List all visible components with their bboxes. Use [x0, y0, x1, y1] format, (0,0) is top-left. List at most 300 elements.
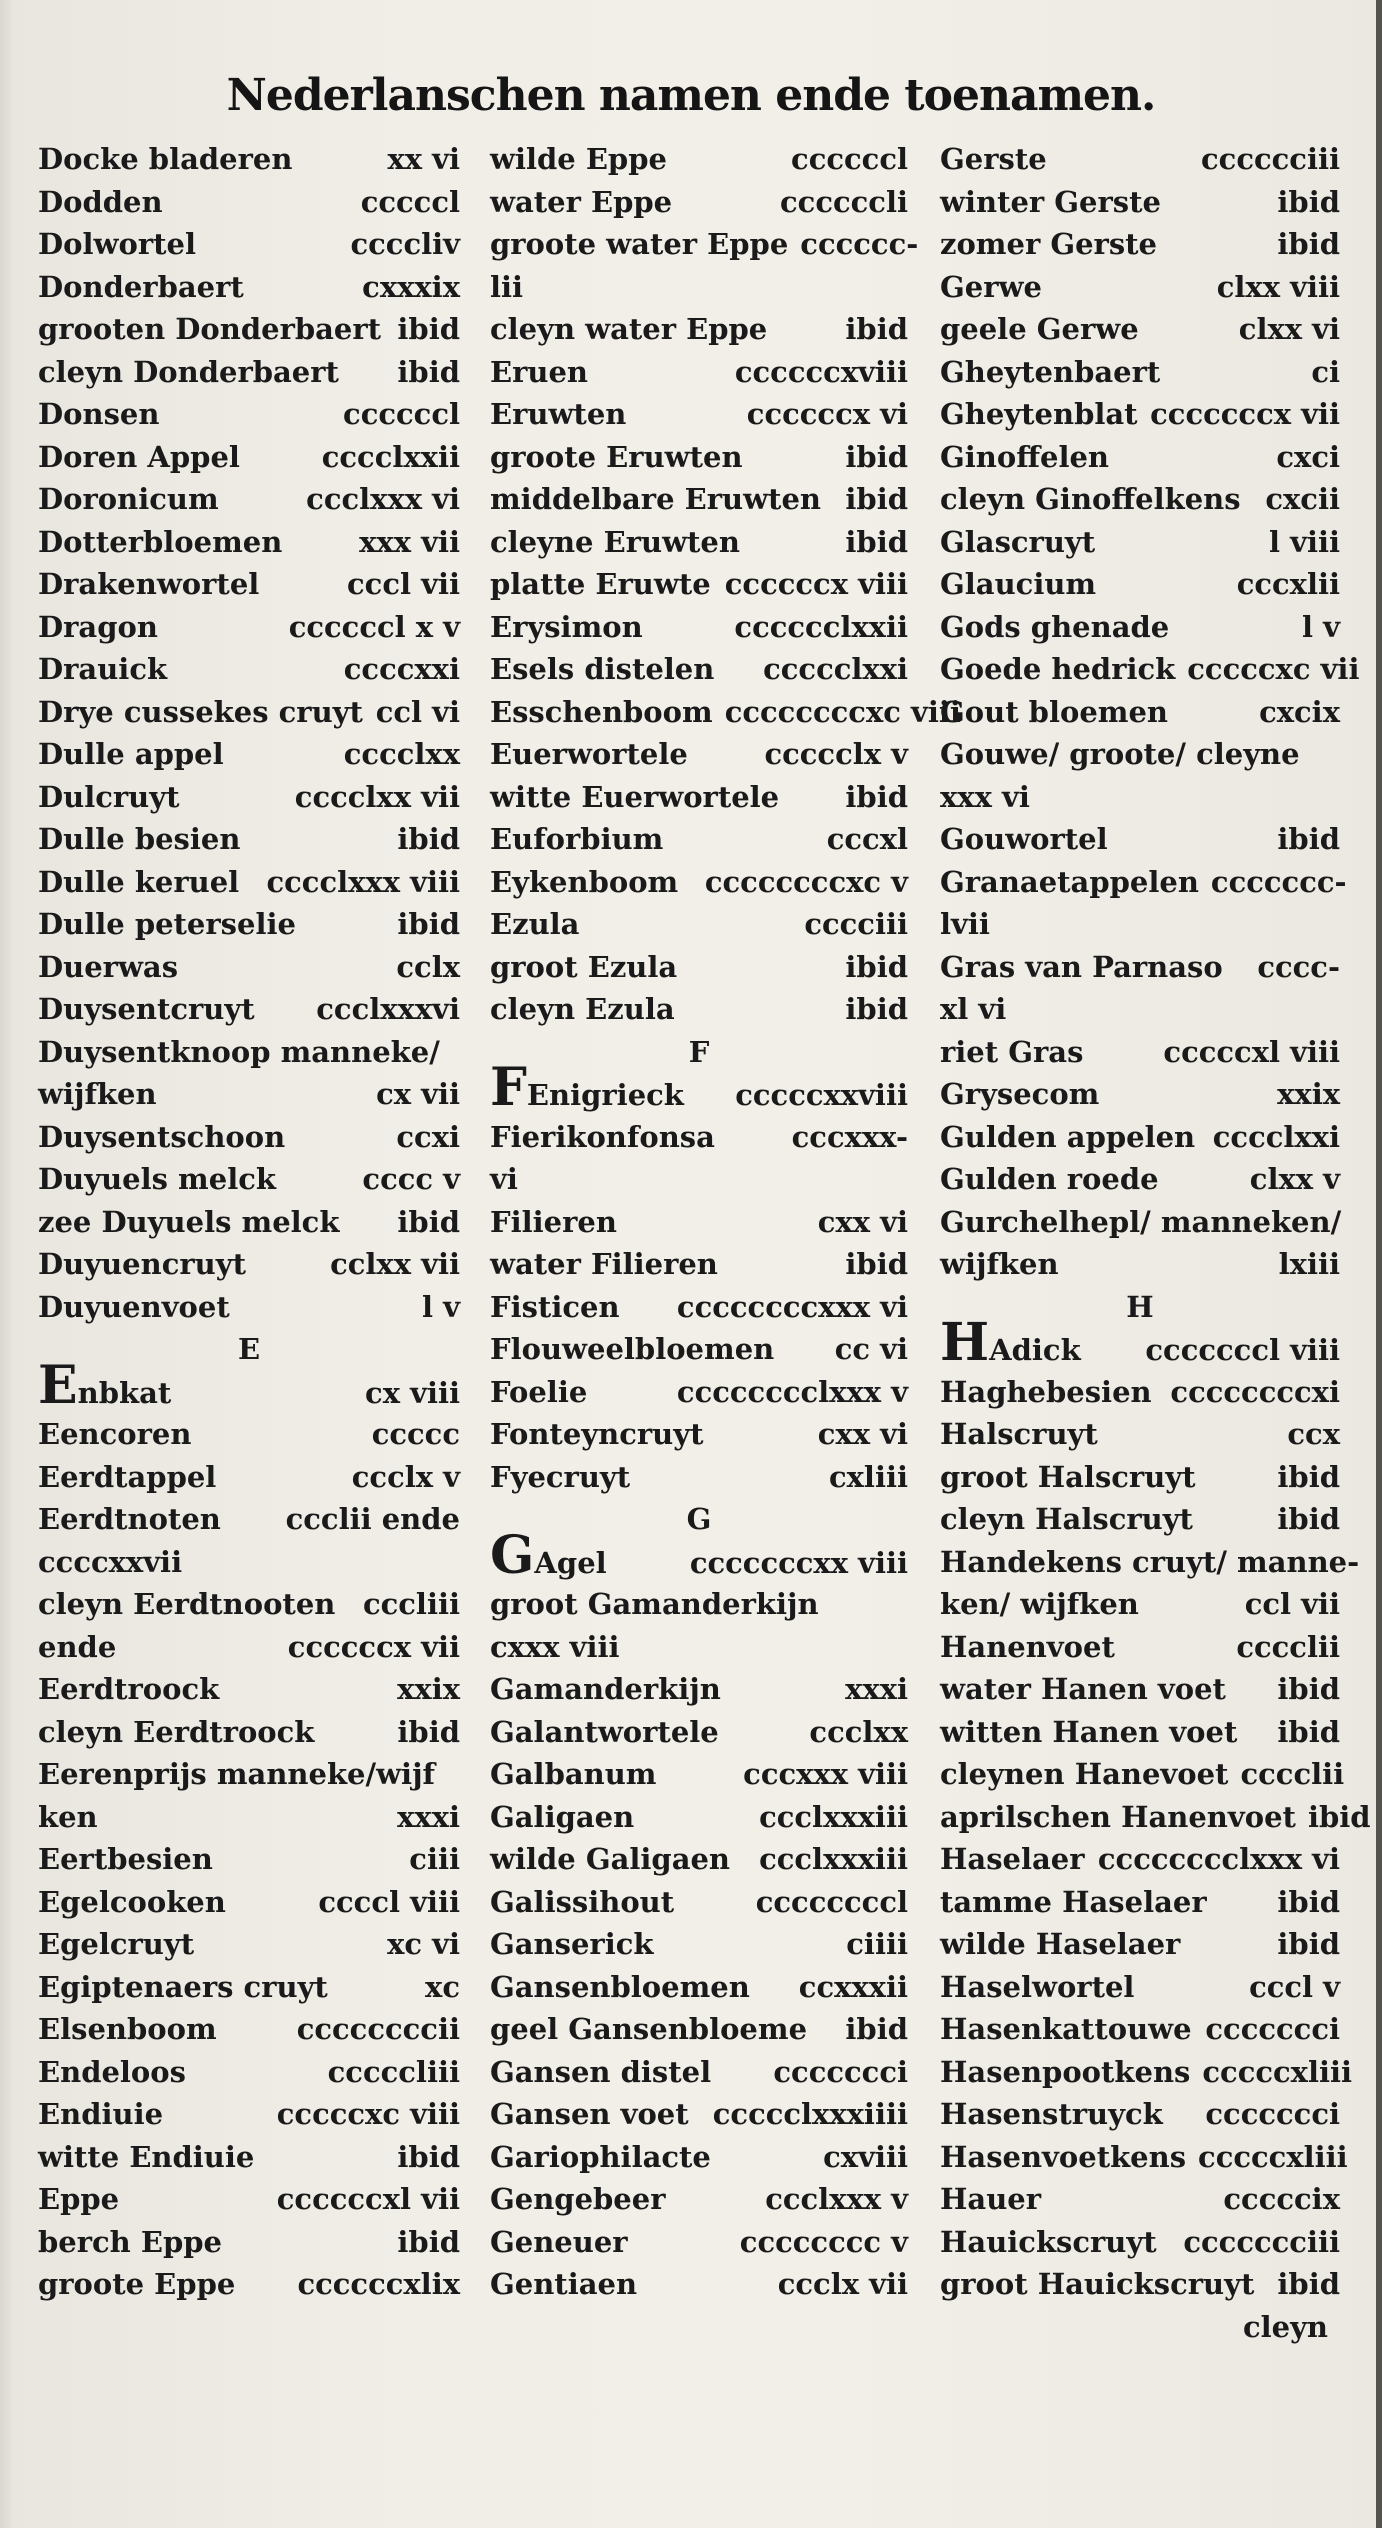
- entry-folio-reference: cxliii: [828, 1459, 908, 1494]
- entry-folio-reference: ibid: [1277, 1459, 1340, 1494]
- index-entry: [38, 2051, 460, 2094]
- entry-folio-reference: ccccccx vii: [287, 1629, 460, 1664]
- entry-folio-reference: ccccccccxi: [1170, 1374, 1340, 1409]
- index-entry: [490, 1286, 908, 1329]
- entry-name: lvii: [940, 907, 990, 941]
- entry-folio-reference: cccccccc v: [739, 2224, 908, 2259]
- index-entry: [490, 1116, 908, 1159]
- entry-folio-reference: ccccccl: [343, 397, 460, 431]
- index-entry: [940, 2263, 1340, 2306]
- entry-name: Glaucium: [940, 567, 1097, 601]
- section-letter-heading: [490, 1498, 908, 1541]
- index-column-2: [490, 138, 961, 2306]
- index-entry: [940, 1413, 1340, 1456]
- index-entry: [38, 2136, 460, 2179]
- entry-name: Duyuels melck: [38, 1162, 276, 1196]
- entry-name: Drauick: [38, 652, 168, 686]
- entry-name: Gariophilacte: [490, 2139, 711, 2174]
- index-entry: [38, 181, 460, 224]
- entry-name: Ganserick: [490, 1927, 654, 1961]
- index-entry: [490, 1966, 908, 2009]
- entry-name: Gerste: [940, 142, 1047, 176]
- entry-folio-reference: ibid: [397, 1204, 460, 1239]
- entry-folio-reference: xc vi: [387, 1927, 460, 1961]
- index-entry: [940, 648, 1360, 691]
- index-entry: [38, 563, 460, 606]
- entry-folio-reference: ibid: [1277, 1672, 1340, 1706]
- entry-name: Esschenboom: [490, 694, 713, 729]
- entry-folio-reference: ibid: [397, 312, 460, 346]
- index-entry: [38, 351, 460, 394]
- index-entry: [38, 1583, 460, 1626]
- entry-name: Geneuer: [490, 2224, 628, 2259]
- index-entry: [940, 1031, 1340, 1074]
- entry-name: witte Endiuie: [38, 2139, 255, 2174]
- entry-folio-reference: clxx v: [1249, 1162, 1340, 1196]
- index-entry: [490, 733, 908, 776]
- entry-folio-reference: ccclx v: [351, 1459, 460, 1494]
- index-entry: [38, 436, 460, 479]
- index-entry: [38, 1031, 460, 1074]
- index-entry: [940, 351, 1340, 394]
- entry-name: Halscruyt: [940, 1417, 1098, 1451]
- index-entry: [38, 903, 460, 946]
- index-entry: [38, 1541, 460, 1584]
- index-entry: [490, 2263, 908, 2306]
- index-entry: [940, 2306, 1340, 2349]
- index-entry: [490, 478, 908, 521]
- entry-folio-reference: ibid: [845, 779, 908, 814]
- index-entry: [490, 2221, 908, 2264]
- index-entry: [38, 648, 460, 691]
- entry-folio-reference: ibid: [845, 482, 908, 516]
- index-entry: [940, 181, 1340, 224]
- entry-folio-reference: ibid: [1307, 1799, 1371, 1834]
- entry-name: water Eppe: [490, 184, 673, 219]
- index-entry: [940, 776, 1340, 819]
- entry-name: Galantwortele: [490, 1714, 719, 1749]
- index-entry: [940, 1583, 1340, 1626]
- entry-folio-reference: cccccliii: [327, 2054, 460, 2089]
- index-entry: [940, 1312, 1340, 1373]
- entry-folio-reference: ccccccci: [1205, 2012, 1340, 2046]
- index-entry: [38, 223, 460, 266]
- entry-name: Hanenvoet: [940, 1629, 1115, 1664]
- entry-folio-reference: cccxlii: [1236, 567, 1340, 601]
- index-entry: [38, 818, 460, 861]
- entry-folio-reference: ccccccc-: [1210, 864, 1347, 899]
- index-entry: [490, 2008, 908, 2051]
- entry-name: Ginoffelen: [940, 439, 1110, 474]
- entry-name: Hasenstruyck: [940, 2097, 1163, 2131]
- entry-name: middelbare Eruwten: [490, 482, 821, 516]
- entry-name: Endeloos: [38, 2054, 186, 2089]
- index-entry: [38, 393, 460, 436]
- entry-folio-reference: cclx: [396, 949, 460, 984]
- index-entry: [940, 563, 1340, 606]
- index-entry: [490, 946, 908, 989]
- entry-name: Dulle appel: [38, 737, 224, 771]
- index-entry: [490, 521, 908, 564]
- entry-name: cleyn water Eppe: [490, 312, 768, 346]
- entry-name: lii: [490, 269, 524, 304]
- entry-folio-reference: cccl v: [1249, 1969, 1340, 2004]
- entry-folio-reference: cccccc-: [800, 227, 919, 261]
- entry-folio-reference: cccxxx-: [791, 1119, 908, 1154]
- entry-name: wilde Eppe: [490, 142, 667, 176]
- index-entry: [38, 1456, 460, 1499]
- entry-folio-reference: cc vi: [834, 1332, 908, 1366]
- entry-name: Gentiaen: [490, 2267, 638, 2301]
- entry-name: Haselwortel: [940, 1969, 1135, 2004]
- entry-folio-reference: cxcii: [1265, 482, 1340, 516]
- index-entry: [490, 308, 908, 351]
- index-entry: [490, 1158, 908, 1201]
- index-entry: [38, 1626, 460, 1669]
- index-entry: [38, 138, 460, 181]
- entry-folio-reference: ccccclx v: [764, 737, 908, 771]
- entry-name: vi: [490, 1162, 518, 1196]
- entry-folio-reference: ccccxxi: [343, 652, 460, 686]
- index-entry: [38, 1243, 460, 1286]
- entry-folio-reference: ibid: [397, 1714, 460, 1749]
- index-entry: [490, 1371, 908, 1414]
- index-entry: [940, 861, 1347, 904]
- entry-folio-reference: lxiii: [1278, 1247, 1340, 1281]
- entry-folio-reference: cccccccx vii: [1150, 397, 1340, 431]
- index-entry: [940, 1711, 1340, 1754]
- entry-folio-reference: ibid: [1277, 227, 1340, 261]
- entry-name: Dulle keruel: [38, 864, 240, 899]
- index-entry: [490, 1881, 908, 1924]
- entry-name: Eerdtappel: [38, 1459, 217, 1494]
- index-entry: [940, 266, 1340, 309]
- entry-name: cleyn: [1242, 2309, 1328, 2344]
- entry-folio-reference: ibid: [845, 2012, 908, 2046]
- index-entry: [940, 1923, 1340, 1966]
- entry-folio-reference: cxcix: [1259, 694, 1340, 729]
- index-entry: [490, 1796, 908, 1839]
- entry-name: Hauickscruyt: [940, 2224, 1157, 2259]
- entry-name: Dotterbloemen: [38, 524, 283, 559]
- index-entry: [940, 1243, 1340, 1286]
- index-entry: [38, 1668, 460, 1711]
- entry-folio-reference: cccccccclxxx vi: [1097, 1842, 1340, 1876]
- entry-name: Gamanderkijn: [490, 1672, 721, 1706]
- index-entry: [490, 1413, 908, 1456]
- entry-folio-reference: cccxxx viii: [743, 1757, 908, 1791]
- index-entry: [490, 776, 908, 819]
- entry-folio-reference: xc: [425, 1969, 460, 2004]
- entry-name: Haselaer: [940, 1842, 1085, 1876]
- page-fold-shadow: [0, 0, 14, 2528]
- index-entry: [38, 1073, 460, 1116]
- entry-name: cleyne Eruwten: [490, 524, 740, 559]
- entry-name: Galbanum: [490, 1757, 657, 1791]
- index-entry: [940, 1498, 1340, 1541]
- index-entry: [490, 1668, 908, 1711]
- entry-folio-reference: xxx vii: [359, 524, 460, 559]
- entry-name: Gouwortel: [940, 822, 1108, 856]
- entry-name: Eerdtroock: [38, 1672, 220, 1706]
- entry-folio-reference: cccccciii: [1201, 142, 1340, 176]
- entry-name: Eruwten: [490, 397, 627, 431]
- index-entry: [940, 308, 1340, 351]
- entry-folio-reference: ccclxxx v: [765, 2182, 908, 2216]
- entry-folio-reference: cccccclxxii: [734, 609, 908, 644]
- entry-name: Enbkat: [38, 1354, 172, 1416]
- index-entry: [490, 1328, 908, 1371]
- index-entry: [940, 2178, 1340, 2221]
- entry-folio-reference: cccccxxviii: [735, 1078, 908, 1112]
- entry-name: Egelcruyt: [38, 1927, 195, 1961]
- entry-folio-reference: cxx vi: [817, 1417, 908, 1451]
- entry-folio-reference: clxx vi: [1238, 312, 1340, 346]
- entry-name: cleynen Hanevoet: [940, 1757, 1229, 1791]
- index-entry: [940, 436, 1340, 479]
- index-entry: [940, 223, 1340, 266]
- entry-folio-reference: ccl vii: [1244, 1587, 1340, 1621]
- entry-folio-reference: cx viii: [365, 1375, 460, 1410]
- entry-folio-reference: ccccccx vi: [746, 397, 908, 431]
- index-entry: [490, 606, 908, 649]
- index-entry: [38, 861, 460, 904]
- entry-folio-reference: ccxxxii: [798, 1969, 908, 2004]
- entry-folio-reference: cccclxxi: [1212, 1119, 1340, 1154]
- entry-folio-reference: ccx: [1287, 1417, 1340, 1451]
- entry-folio-reference: xxxi: [845, 1672, 908, 1706]
- entry-name: Foelie: [490, 1374, 588, 1409]
- entry-name: Gulden appelen: [940, 1119, 1196, 1154]
- entry-folio-reference: ccclxxx vi: [306, 482, 460, 516]
- page-title: Nederlanschen namen ende toenamen.: [226, 70, 1156, 121]
- index-entry: [490, 1753, 908, 1796]
- entry-name: cleyn Ginoffelkens: [940, 482, 1241, 516]
- entry-name: Egiptenaers cruyt: [38, 1969, 328, 2004]
- entry-folio-reference: cccccl: [360, 184, 460, 219]
- index-entry: [940, 606, 1340, 649]
- entry-name: Granaetappelen: [940, 864, 1199, 899]
- entry-name: water Hanen voet: [940, 1672, 1226, 1706]
- entry-name: Handekens cruyt/ manne-: [940, 1544, 1360, 1579]
- entry-folio-reference: ciiii: [846, 1927, 908, 1961]
- index-entry: [38, 946, 460, 989]
- entry-folio-reference: cccccxc vii: [1187, 652, 1360, 686]
- entry-name: Duysentknoop manneke/: [38, 1034, 440, 1069]
- entry-name: groot Ezula: [490, 949, 678, 984]
- index-entry: [38, 1923, 460, 1966]
- index-entry: [38, 776, 460, 819]
- index-entry: [940, 478, 1340, 521]
- entry-folio-reference: cccclxxii: [321, 439, 460, 474]
- entry-folio-reference: cxxxix: [362, 269, 460, 304]
- entry-folio-reference: ibid: [845, 312, 908, 346]
- entry-name: Fierikonfonsa: [490, 1119, 715, 1154]
- entry-folio-reference: ccccccciii: [1183, 2224, 1340, 2259]
- entry-name: groote Eruwten: [490, 439, 743, 474]
- entry-name: tamme Haselaer: [940, 1884, 1207, 1919]
- index-entry: [38, 521, 460, 564]
- entry-name: Duerwas: [38, 949, 179, 984]
- page-edge: [1376, 0, 1382, 2528]
- entry-name: Flouweelbloemen: [490, 1332, 775, 1366]
- entry-name: Filieren: [490, 1204, 617, 1239]
- entry-name: aprilschen Hanenvoet: [940, 1799, 1296, 1834]
- entry-folio-reference: ibid: [397, 2139, 460, 2174]
- entry-name: geel Gansenbloeme: [490, 2012, 808, 2046]
- entry-folio-reference: ibid: [1277, 184, 1340, 219]
- index-entry: [38, 478, 460, 521]
- entry-folio-reference: cccciii: [804, 907, 908, 941]
- entry-folio-reference: ccccccxlix: [297, 2267, 460, 2301]
- index-entry: [940, 691, 1340, 734]
- entry-name: Fonteyncruyt: [490, 1417, 704, 1451]
- entry-name: Gouwe/ groote/ cleyne: [940, 737, 1300, 771]
- entry-name: Gheytenbaert: [940, 354, 1161, 389]
- entry-folio-reference: cccccccxx viii: [689, 1545, 908, 1580]
- entry-name: Hasenvoetkens: [940, 2139, 1187, 2174]
- entry-folio-reference: ccccccxviii: [734, 354, 908, 389]
- entry-name: Elsenboom: [38, 2012, 217, 2046]
- entry-folio-reference: cccc v: [362, 1162, 460, 1196]
- index-entry: [490, 181, 908, 224]
- section-letter: F: [688, 1034, 710, 1069]
- entry-name: water Filieren: [490, 1247, 718, 1281]
- entry-folio-reference: ccclii ende: [285, 1502, 460, 1536]
- entry-name: Gansen distel: [490, 2054, 712, 2089]
- index-entry: [940, 818, 1340, 861]
- entry-name: Doren Appel: [38, 439, 240, 474]
- entry-name: Endiuie: [38, 2097, 164, 2131]
- entry-name: Dulle besien: [38, 822, 241, 856]
- index-entry: [38, 733, 460, 776]
- index-entry: [940, 1158, 1340, 1201]
- index-entry: [38, 2263, 460, 2306]
- index-entry: [490, 691, 961, 734]
- index-entry: [940, 2008, 1340, 2051]
- index-entry: [940, 2093, 1340, 2136]
- entry-folio-reference: cccccccclxxx v: [676, 1374, 908, 1409]
- index-entry: [490, 2051, 908, 2094]
- entry-folio-reference: ibid: [845, 1247, 908, 1281]
- entry-folio-reference: ibid: [845, 439, 908, 474]
- index-entry: [490, 1243, 908, 1286]
- index-entry: [38, 1753, 460, 1796]
- entry-folio-reference: cxci: [1276, 439, 1340, 474]
- entry-folio-reference: cxviii: [823, 2139, 908, 2174]
- entry-folio-reference: ccclxxxiii: [759, 1799, 908, 1834]
- index-entry: [38, 1711, 460, 1754]
- entry-name: wilde Haselaer: [940, 1927, 1181, 1961]
- entry-folio-reference: ccccccli: [780, 184, 908, 219]
- index-entry: [38, 1966, 460, 2009]
- index-entry: [490, 436, 908, 479]
- entry-folio-reference: cx vii: [376, 1077, 460, 1111]
- entry-name: cleyn Eerdtnooten: [38, 1587, 336, 1621]
- entry-name: Grysecom: [940, 1077, 1100, 1111]
- entry-name: Gheytenblat: [940, 397, 1138, 431]
- index-entry: [38, 1838, 460, 1881]
- index-entry: [38, 1158, 460, 1201]
- entry-folio-reference: ibid: [1277, 1927, 1340, 1961]
- index-entry: [490, 223, 919, 266]
- index-entry: [38, 2008, 460, 2051]
- entry-name: xxx vi: [940, 779, 1030, 814]
- index-entry: [38, 2178, 460, 2221]
- index-entry: [940, 733, 1340, 776]
- index-entry: [490, 1524, 908, 1586]
- entry-folio-reference: ccxi: [396, 1119, 460, 1154]
- index-entry: [940, 946, 1340, 989]
- entry-name: Gansen voet: [490, 2097, 689, 2131]
- entry-folio-reference: ccccc: [371, 1417, 460, 1451]
- entry-name: cleyn Ezula: [490, 992, 675, 1026]
- entry-folio-reference: cccccxliii: [1202, 2054, 1353, 2089]
- section-letter-heading: [38, 1328, 460, 1371]
- entry-name: Gansenbloemen: [490, 1969, 750, 2004]
- entry-folio-reference: ccccliv: [350, 227, 460, 261]
- index-entry: [940, 1073, 1340, 1116]
- index-entry: [490, 2093, 908, 2136]
- index-entry: [490, 351, 908, 394]
- entry-folio-reference: ibid: [397, 822, 460, 856]
- entry-folio-reference: ccccccccii: [296, 2012, 460, 2046]
- entry-folio-reference: ccccclxxxiiii: [712, 2097, 908, 2131]
- entry-name: Euforbium: [490, 822, 664, 856]
- entry-name: geele Gerwe: [940, 312, 1139, 346]
- entry-name: ken/ wijfken: [940, 1587, 1139, 1621]
- index-entry: [38, 1498, 460, 1541]
- entry-folio-reference: cccccxliii: [1198, 2139, 1348, 2174]
- entry-name: Dulle peterselie: [38, 907, 296, 941]
- index-entry: [940, 2051, 1353, 2094]
- entry-name: wilde Galigaen: [490, 1842, 731, 1876]
- entry-name: Docke bladeren: [38, 142, 293, 176]
- index-entry: [38, 988, 460, 1031]
- entry-name: Eykenboom: [490, 864, 679, 899]
- index-entry: [38, 606, 460, 649]
- entry-folio-reference: ibid: [1277, 1884, 1340, 1919]
- entry-name: Eencoren: [38, 1417, 192, 1451]
- entry-folio-reference: ccclxx: [809, 1714, 908, 1749]
- entry-folio-reference: ccccccci: [1205, 2097, 1340, 2131]
- index-entry: [940, 1116, 1340, 1159]
- index-entry: [940, 1668, 1340, 1711]
- index-entry: [38, 2221, 460, 2264]
- entry-name: groot Gamanderkijn: [490, 1587, 819, 1621]
- index-column-3: [940, 138, 1371, 2348]
- index-entry: [38, 691, 460, 734]
- entry-name: zomer Gerste: [940, 227, 1157, 261]
- index-entry: [940, 1796, 1371, 1839]
- index-entry: [38, 1116, 460, 1159]
- entry-name: Egelcooken: [38, 1884, 226, 1919]
- entry-name: Hasenkattouwe: [940, 2012, 1192, 2046]
- entry-name: zee Duyuels melck: [38, 1204, 340, 1239]
- entry-name: Dulcruyt: [38, 779, 180, 814]
- entry-name: HAdick: [940, 1312, 1081, 1373]
- entry-name: Duyuencruyt: [38, 1247, 246, 1281]
- section-letter-heading: [490, 1031, 908, 1074]
- entry-name: Doronicum: [38, 482, 219, 516]
- section-letter: H: [1126, 1289, 1154, 1324]
- entry-folio-reference: ibid: [845, 524, 908, 559]
- entry-folio-reference: cccclxxx viii: [266, 864, 460, 899]
- entry-name: Gulden roede: [940, 1162, 1159, 1196]
- index-entry: [490, 1923, 908, 1966]
- index-entry: [490, 1456, 908, 1499]
- entry-name: cleyn Eerdtroock: [38, 1714, 315, 1749]
